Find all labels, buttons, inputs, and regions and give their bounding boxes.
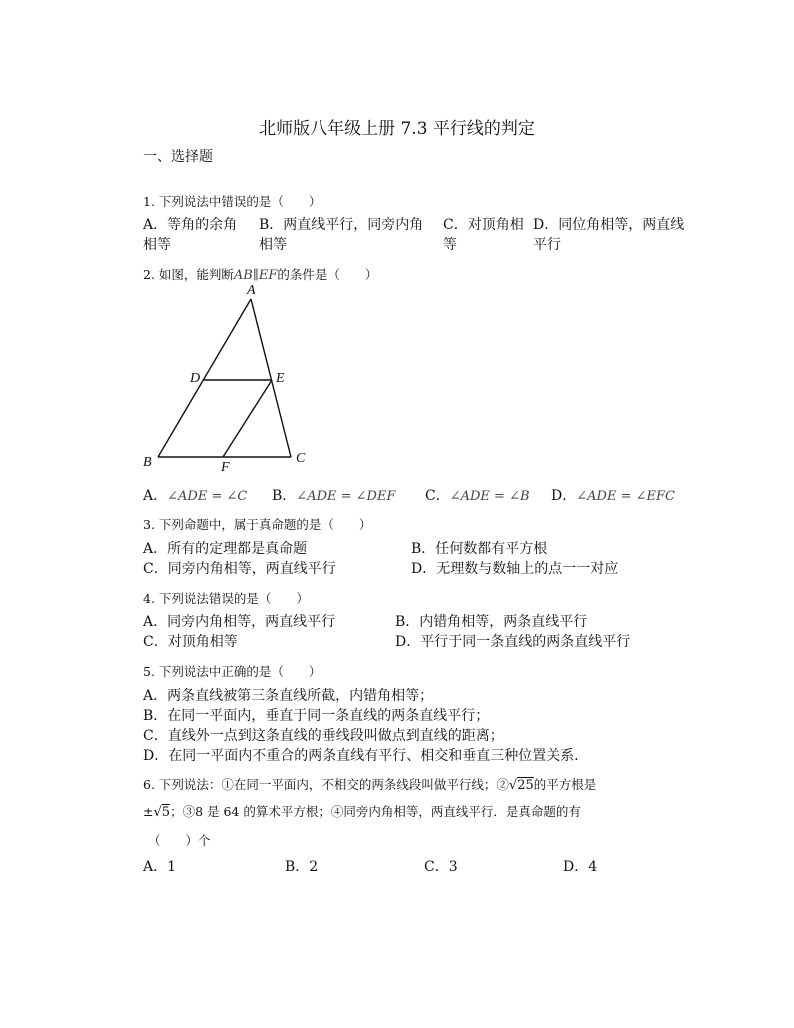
- q1-option-c-cont: 等: [443, 237, 457, 253]
- q6-option-a: A．1: [143, 859, 177, 875]
- q5-option-c: C．直线外一点到这条直线的垂线段叫做点到直线的距离；: [143, 728, 504, 744]
- q2-stem-prefix: 2. 如图，能判断: [143, 267, 234, 282]
- q2-option-c-label: C．: [425, 488, 450, 504]
- point-label-e: E: [276, 371, 285, 386]
- q3-option-a: A．所有的定理都是真命题: [143, 541, 308, 557]
- q2-option-c: [425, 485, 530, 505]
- q5-option-d: D．在同一平面内不重合的两条直线有平行、相交和垂直三种位置关系．: [143, 748, 589, 764]
- q3-option-b: B．任何数都有平方根: [411, 541, 548, 557]
- segment-ab: [158, 299, 251, 457]
- q2-option-a-math: ∠ADE = ∠C: [167, 489, 248, 504]
- q2-option-d-math: ∠ADE = ∠EFC: [576, 489, 675, 504]
- q6-line1-prefix: 6. 下列说法：①在同一平面内，不相交的两条线段叫做平行线；②: [143, 777, 509, 792]
- q2-option-b-math: ∠ADE = ∠DEF: [296, 489, 396, 504]
- q1-option-a-cont: 相等: [143, 237, 171, 253]
- segment-ef: [223, 380, 272, 457]
- q3-stem: 3. 下列命题中，属于真命题的是（ ）: [143, 517, 372, 532]
- q4-option-c: C．对顶角相等: [143, 634, 238, 650]
- point-label-c: C: [296, 451, 306, 466]
- q2-stem: [143, 265, 377, 283]
- q6-plus-minus: ±: [143, 804, 154, 819]
- q4-option-d: D．平行于同一条直线的两条直线平行: [395, 634, 631, 650]
- point-label-f: F: [221, 460, 230, 475]
- q5-option-b: B．在同一平面内，垂直于同一条直线的两条直线平行；: [143, 708, 490, 724]
- q2-option-a: [143, 485, 247, 505]
- q2-option-d: [551, 485, 675, 505]
- q5-option-a: A．两条直线被第三条直线所截，内错角相等；: [143, 688, 434, 704]
- q6-line2-suffix: ；③8 是 64 的算术平方根；④同旁内角相等，两直线平行．是真命题的有: [170, 804, 581, 819]
- q6-option-d: D．4: [563, 859, 598, 875]
- q5-stem: 5. 下列说法中正确的是（ ）: [143, 664, 322, 679]
- q3-option-c: C．同旁内角相等，两直线平行: [143, 561, 336, 577]
- q1-option-a: A．等角的余角: [143, 217, 238, 233]
- q6-line2: [143, 802, 581, 820]
- q4-option-a: A．同旁内角相等，两直线平行: [143, 614, 336, 630]
- q6-line1: [143, 775, 596, 793]
- q2-option-c-math: ∠ADE = ∠B: [449, 489, 530, 504]
- q4-stem: 4. 下列说法错误的是（ ）: [143, 591, 309, 606]
- point-label-a: A: [247, 283, 256, 298]
- triangle-figure: [138, 282, 313, 474]
- q6-option-b: B．2: [285, 859, 319, 875]
- q6-line3: （ ）个: [148, 833, 211, 848]
- q2-stem-math: AB∥EF: [233, 268, 278, 283]
- q2-option-d-label: D．: [551, 488, 577, 504]
- point-label-b: B: [143, 455, 152, 470]
- q2-stem-suffix: 的条件是（ ）: [277, 267, 378, 282]
- q6-option-c: C．3: [424, 859, 458, 875]
- q4-option-b: B．内错角相等，两条直线平行: [395, 614, 588, 630]
- q2-option-a-label: A．: [143, 488, 168, 504]
- section-heading: 一、选择题: [143, 149, 213, 165]
- q6-sqrt-5: √5: [153, 805, 171, 820]
- q1-option-b: B．两直线平行，同旁内角: [259, 217, 424, 233]
- segment-ac: [251, 299, 291, 457]
- q1-stem: 1. 下列说法中错误的是（ ）: [143, 194, 322, 209]
- q6-sqrt-25-value: 25: [517, 778, 534, 793]
- q1-option-d-cont: 平行: [533, 237, 561, 253]
- q2-option-b: [272, 485, 395, 505]
- q6-sqrt-5-value: 5: [161, 805, 171, 820]
- q6-sqrt-25: √25: [508, 778, 534, 793]
- page-title: 北师版八年级上册 7.3 平行线的判定: [259, 119, 535, 139]
- q6-line1-suffix: 的平方根是: [533, 777, 597, 792]
- q3-option-d: D．无理数与数轴上的点一一对应: [411, 561, 619, 577]
- q1-option-b-cont: 相等: [259, 237, 287, 253]
- q1-option-d: D．同位角相等，两直线: [533, 217, 685, 233]
- q1-option-c: C．对顶角相: [443, 217, 524, 233]
- q2-option-b-label: B．: [272, 488, 297, 504]
- point-label-d: D: [190, 371, 201, 386]
